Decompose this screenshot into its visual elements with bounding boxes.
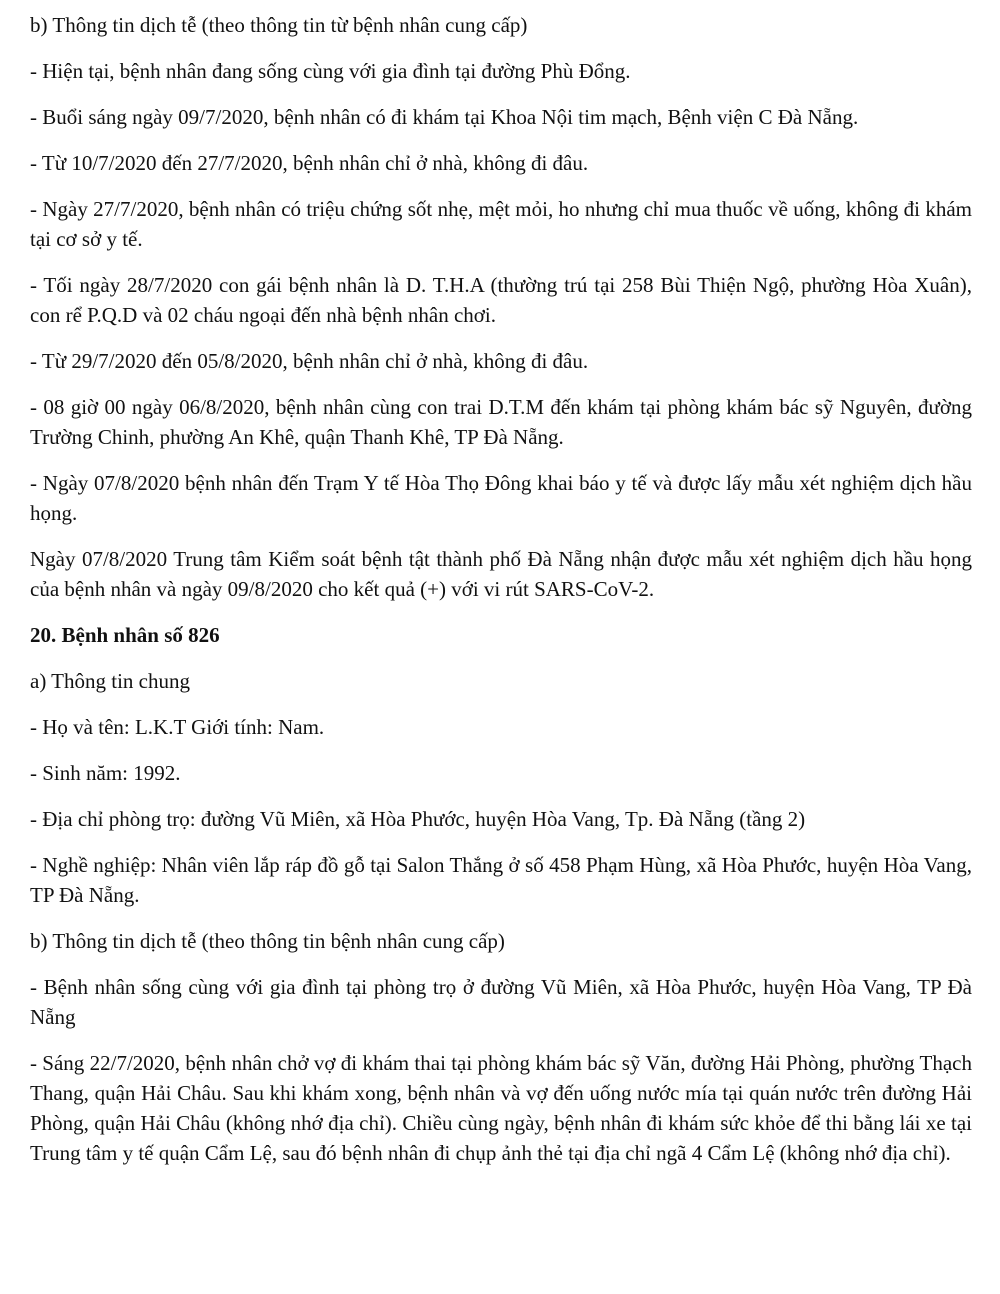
paragraph-stayed-home-2: - Từ 29/7/2020 đến 05/8/2020, bệnh nhân chỉ ở nhà, không đi đâu.	[30, 349, 589, 373]
section-subheading-general-info: a) Thông tin chung	[30, 669, 191, 693]
section-heading-patient-826: 20. Bệnh nhân số 826	[30, 623, 220, 647]
paragraph-address: - Địa chỉ phòng trọ: đường Vũ Miên, xã Hòa Phước, huyện Hòa Vang, Tp. Đà Nẵng (tầng 2)	[30, 807, 806, 831]
section-subheading-epidemiology-2: b) Thông tin dịch tễ (theo thông tin bệnh nhân cung cấp)	[30, 929, 505, 953]
paragraph-hospital-visit: - Buổi sáng ngày 09/7/2020, bệnh nhân có đi khám tại Khoa Nội tim mạch, Bệnh viện C Đà Nẵng.	[30, 105, 859, 129]
paragraph-family-visit: - Tối ngày 28/7/2020 con gái bệnh nhân là D. T.H.A (thường trú tại 258 Bùi Thiện Ngộ, phường Hòa Xuân), con rể P.Q.D và 02 cháu ngoại đến nhà bệnh nhân chơi.	[30, 273, 972, 327]
paragraph-stayed-home-1: - Từ 10/7/2020 đến 27/7/2020, bệnh nhân chỉ ở nhà, không đi đâu.	[30, 151, 589, 175]
section-subheading-epidemiology: b) Thông tin dịch tễ (theo thông tin từ bệnh nhân cung cấp)	[30, 13, 528, 37]
paragraph-sample-taken: - Ngày 07/8/2020 bệnh nhân đến Trạm Y tế Hòa Thọ Đông khai báo y tế và được lấy mẫu xét nghiệm dịch hầu họng.	[30, 471, 972, 525]
paragraph-occupation: - Nghề nghiệp: Nhân viên lắp ráp đồ gỗ tại Salon Thắng ở số 458 Phạm Hùng, xã Hòa Phước, huyện Hòa Vang, TP Đà Nẵng.	[30, 853, 972, 907]
paragraph-test-result: Ngày 07/8/2020 Trung tâm Kiểm soát bệnh tật thành phố Đà Nẵng nhận được mẫu xét nghiệm dịch hầu họng của bệnh nhân và ngày 09/8/2020 cho kết quả (+) với vi rút SARS-CoV-2.	[30, 547, 972, 601]
paragraph-name-gender: - Họ và tên: L.K.T Giới tính: Nam.	[30, 715, 325, 739]
paragraph-living-with-family: - Bệnh nhân sống cùng với gia đình tại phòng trọ ở đường Vũ Miên, xã Hòa Phước, huyện Hòa Vang, TP Đà Nẵng	[30, 975, 972, 1029]
document-page	[30, 10, 972, 1184]
paragraph-birth-year: - Sinh năm: 1992.	[30, 761, 181, 785]
paragraph-symptoms: - Ngày 27/7/2020, bệnh nhân có triệu chứng sốt nhẹ, mệt mỏi, ho nhưng chỉ mua thuốc về uống, không đi khám tại cơ sở y tế.	[30, 197, 972, 251]
paragraph-residence: - Hiện tại, bệnh nhân đang sống cùng với gia đình tại đường Phù Đổng.	[30, 59, 631, 83]
paragraph-july-22-activities: - Sáng 22/7/2020, bệnh nhân chở vợ đi khám thai tại phòng khám bác sỹ Văn, đường Hải Phòng, phường Thạch Thang, quận Hải Châu. Sau khi khám xong, bệnh nhân và vợ đến uống nước mía tại quán nước trên đường Hải Phòng, quận Hải Châu (không nhớ địa chỉ). Chiều cùng ngày, bệnh nhân đi khám sức khỏe để thi bằng lái xe tại Trung tâm y tế quận Cẩm Lệ, sau đó bệnh nhân đi chụp ảnh thẻ tại địa chỉ ngã 4 Cẩm Lệ (không nhớ địa chỉ).	[30, 1051, 972, 1165]
paragraph-clinic-visit: - 08 giờ 00 ngày 06/8/2020, bệnh nhân cùng con trai D.T.M đến khám tại phòng khám bác sỹ Nguyên, đường Trường Chinh, phường An Khê, quận Thanh Khê, TP Đà Nẵng.	[30, 395, 972, 449]
